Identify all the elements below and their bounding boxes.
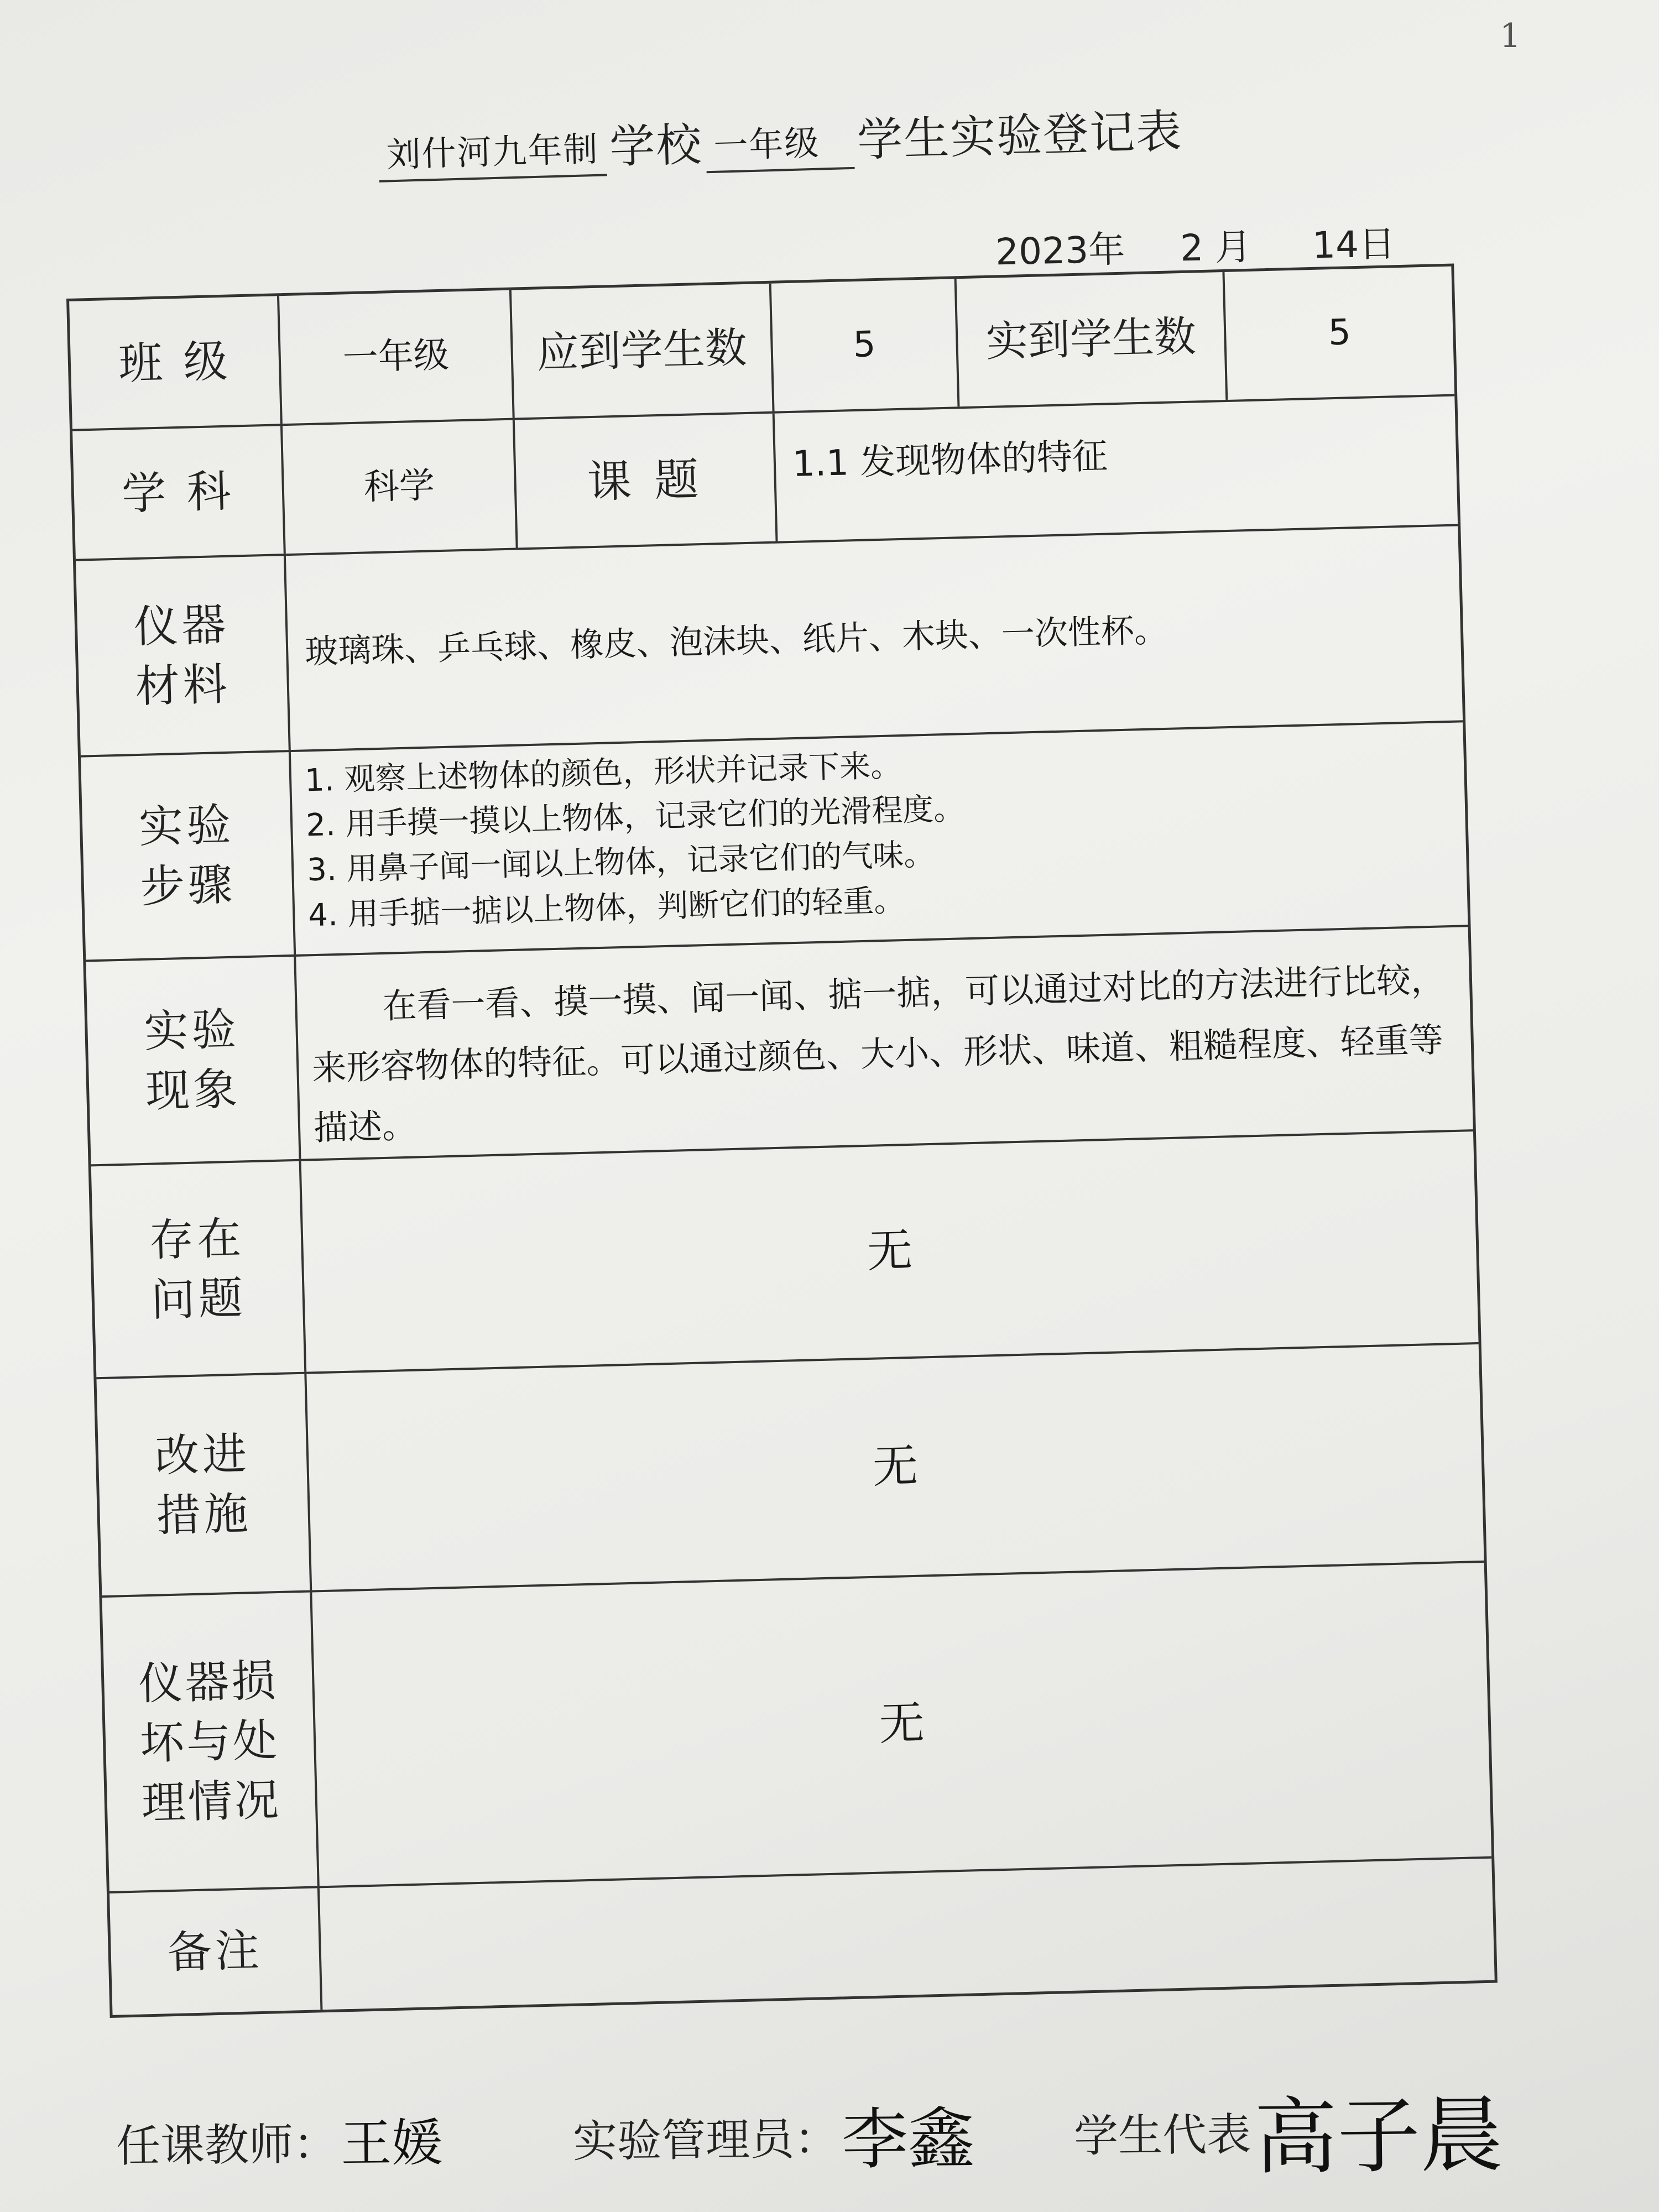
date-month: 2 月 [1180,225,1252,270]
admin-signature: 李鑫 [841,2100,975,2179]
signature-footer [116,2072,1554,2197]
steps-label [81,752,296,959]
improvement-label-line1: 改进 [154,1427,251,1482]
improvement-value: 无 [872,1439,919,1494]
school-name: 刘什河九年制 [378,121,607,182]
subject-value: 科学 [283,420,518,554]
student-rep-label: 学生代表 [1073,2108,1251,2162]
page-number: 1 [1500,17,1521,55]
topic-value: 1.1 发现物体的特征 [792,436,1108,485]
date-year: 2023年 [995,228,1125,274]
actual-students-label: 实到学生数 [957,272,1228,406]
problems-value: 无 [866,1224,914,1279]
improvement-label-line2: 措施 [155,1487,252,1542]
damage-label [102,1593,319,1891]
teacher-label: 任课教师： [116,2117,338,2172]
date-day: 14日 [1312,222,1396,267]
expected-students-value: 5 [771,279,960,411]
step-item: 4. 用手掂一掂以上物体，判断它们的轻重。 [307,882,906,933]
damage-label-line2: 坏与处 [139,1714,280,1769]
improvement-row [96,1344,1484,1598]
damage-label-line1: 仪器损 [138,1654,279,1709]
expected-students-label: 应到学生数 [512,284,775,418]
damage-row [102,1563,1491,1893]
class-value: 一年级 [279,290,515,424]
problems-label-line1: 存在 [148,1212,246,1266]
steps-row [81,722,1468,962]
problems-row [91,1131,1479,1379]
form-name: 学生实验登记表 [856,105,1183,167]
materials-label-line1: 仪器 [133,598,230,653]
phenomenon-value: 在看一看、摸一摸、闻一闻、掂一掂，可以通过对比的方法进行比较，来形容物体的特征。可以通过颜色、大小、形状、味道、粗糙程度、轻重等描述。 [311,959,1446,1149]
actual-students-value: 5 [1328,312,1352,354]
improvement-label [96,1374,312,1595]
step-item: 2. 用手摸一摸以上物体，记录它们的光滑程度。 [305,791,965,844]
subject-label: 学 科 [72,426,286,559]
phenomenon-label-line1: 实验 [143,1003,240,1057]
steps-label-line1: 实验 [138,799,235,853]
damage-label-line3: 理情况 [140,1773,281,1829]
materials-row [76,526,1463,757]
phenomenon-row [86,927,1473,1166]
step-item: 1. 观察上述物体的颜色，形状并记录下来。 [304,748,902,799]
step-item: 3. 用鼻子闻一闻以上物体，记录它们的气味。 [306,836,936,889]
materials-label [76,556,291,755]
school-suffix: 学校 [609,118,703,174]
steps-label-line2: 步骤 [139,858,237,912]
class-label: 班 级 [69,296,283,429]
experiment-table [66,263,1498,2018]
problems-label [91,1161,307,1377]
materials-value: 玻璃珠、乒乓球、橡皮、泡沫块、纸片、木块、一次性杯。 [304,611,1168,672]
steps-list [291,722,1468,954]
form-date [995,215,1396,275]
teacher-signature: 王媛 [340,2113,443,2174]
topic-label: 课 题 [515,414,778,548]
problems-label-line2: 问题 [150,1271,247,1326]
materials-label-line2: 材料 [134,658,231,712]
phenomenon-label-line2: 现象 [145,1063,242,1117]
form-title [374,79,1316,182]
damage-value: 无 [878,1697,925,1751]
title-grade: 一年级 [705,114,855,173]
phenomenon-label [86,957,301,1164]
notes-label: 备注 [109,1888,322,2015]
admin-label: 实验管理员： [572,2112,839,2167]
student-rep-signature: 高子晨 [1254,2087,1504,2187]
